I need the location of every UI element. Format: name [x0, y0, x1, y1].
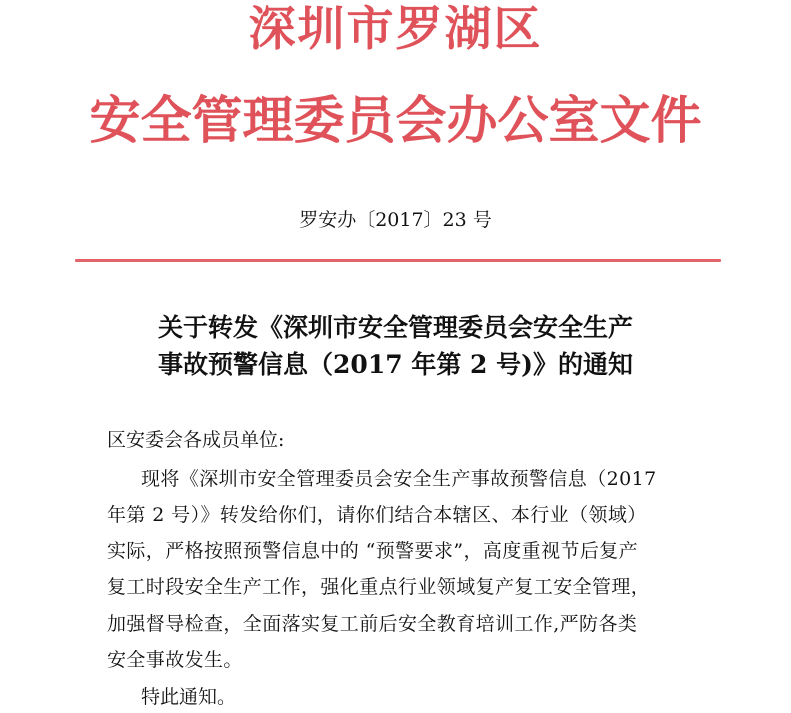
issuer-name-line2: 安全管理委员会办公室文件: [89, 91, 702, 151]
document-title-line1: 关于转发《深圳市安全管理委员会安全生产: [157, 313, 633, 342]
red-divider-line: [75, 259, 721, 262]
salutation: 区安委会各成员单位:: [107, 429, 285, 451]
paragraph-line: 复工时段安全生产工作，强化重点行业领域复产复工安全管理，: [107, 576, 651, 598]
paragraph-line: 年第 2 号）》转发给你们，请你们结合本辖区、本行业（领域）: [107, 504, 647, 526]
paragraph-line: 加强督导检查，全面落实复工前后安全教育培训工作,严防各类: [107, 613, 638, 635]
issuer-name-line1: 深圳市罗湖区: [248, 2, 543, 57]
document-number: 罗安办〔2017〕23 号: [299, 209, 492, 231]
paragraph-line: 实际，严格按照预警信息中的 “预警要求”，高度重视节后复产: [107, 540, 639, 562]
paragraph-line: 安全事故发生。: [107, 649, 243, 671]
document-title-line2: 事故预警信息（2017 年第 2 号)》的通知: [158, 350, 633, 379]
closing-remark: 特此通知。: [141, 686, 237, 708]
paragraph-line: 现将《深圳市安全管理委员会安全生产事故预警信息（2017: [141, 468, 657, 490]
